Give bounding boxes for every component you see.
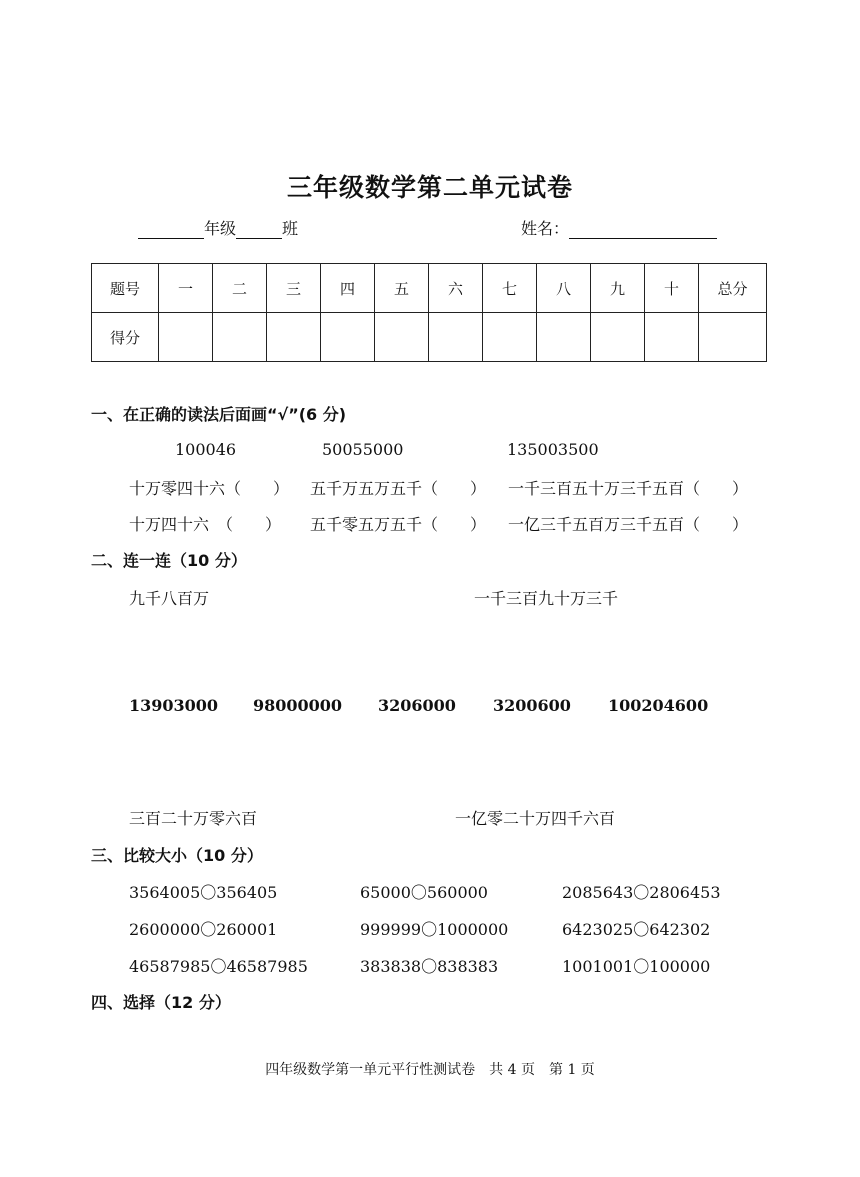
- reading-option: 五千零五万五千（ ）: [310, 515, 487, 534]
- score-cell: [375, 313, 429, 362]
- score-cell: [267, 313, 321, 362]
- class-label: 班: [282, 219, 299, 238]
- reading-option: 十万零四十六（ ）: [129, 479, 290, 498]
- score-header-cell: 七: [483, 264, 537, 313]
- name-label: 姓名：: [521, 219, 570, 238]
- reading-option: 一亿三千五百万三千五百（ ）: [508, 515, 749, 534]
- match-number: 3206000: [378, 696, 456, 715]
- score-table-header-row: [92, 264, 767, 313]
- score-table-score-row: [92, 313, 767, 362]
- compare-item: 6423025〇642302: [562, 920, 711, 939]
- section1-number: 100046: [175, 440, 237, 459]
- score-cell: [483, 313, 537, 362]
- score-header-cell: 九: [591, 264, 645, 313]
- section3-heading: 三、比较大小（10 分）: [91, 846, 263, 865]
- section1-number: 50055000: [322, 440, 404, 459]
- compare-item: 999999〇1000000: [360, 920, 509, 939]
- grade-blank: [138, 220, 204, 239]
- score-cell: [537, 313, 591, 362]
- section4-heading: 四、选择（12 分）: [91, 993, 231, 1012]
- score-cell: [591, 313, 645, 362]
- score-cell: [429, 313, 483, 362]
- score-header-cell: 三: [267, 264, 321, 313]
- score-header-cell: 十: [645, 264, 699, 313]
- grade-class-line: [138, 216, 298, 239]
- score-table: [91, 263, 767, 362]
- match-word-bottom: 一亿零二十万四千六百: [455, 809, 616, 828]
- score-cell: [213, 313, 267, 362]
- compare-item: 1001001〇100000: [562, 957, 711, 976]
- reading-option: 五千万五万五千（ ）: [310, 479, 487, 498]
- match-word-top: 九千八百万: [129, 589, 210, 608]
- compare-item: 3564005〇356405: [129, 883, 278, 902]
- score-cell: [699, 313, 767, 362]
- score-header-cell: 一: [159, 264, 213, 313]
- score-header-cell: 五: [375, 264, 429, 313]
- score-cell: [645, 313, 699, 362]
- name-line: [521, 216, 717, 239]
- class-blank: [236, 220, 282, 239]
- score-row-label: 得分: [92, 313, 159, 362]
- score-header-cell: 四: [321, 264, 375, 313]
- score-cell: [321, 313, 375, 362]
- score-header-cell: 六: [429, 264, 483, 313]
- reading-option: 一千三百五十万三千五百（ ）: [508, 479, 749, 498]
- match-number: 100204600: [608, 696, 709, 715]
- name-blank: [569, 220, 717, 239]
- score-header-cell: 二: [213, 264, 267, 313]
- score-cell: [159, 313, 213, 362]
- section2-heading: 二、连一连（10 分）: [91, 551, 247, 570]
- compare-item: 2600000〇260001: [129, 920, 278, 939]
- page-title: 三年级数学第二单元试卷: [286, 173, 573, 202]
- score-header-cell: 题号: [92, 264, 159, 313]
- reading-option: 十万四十六 （ ）: [129, 515, 282, 534]
- score-header-cell: 八: [537, 264, 591, 313]
- section1-heading: 一、在正确的读法后面画“√”(6 分): [91, 405, 347, 424]
- compare-item: 383838〇838383: [360, 957, 499, 976]
- match-word-top: 一千三百九十万三千: [474, 589, 619, 608]
- grade-label: 年级: [204, 219, 237, 238]
- compare-item: 2085643〇2806453: [562, 883, 721, 902]
- compare-item: 65000〇560000: [360, 883, 488, 902]
- match-number: 13903000: [129, 696, 219, 715]
- section1-number: 135003500: [507, 440, 599, 459]
- score-header-cell: 总分: [699, 264, 767, 313]
- match-word-bottom: 三百二十万零六百: [129, 809, 258, 828]
- match-number: 3200600: [493, 696, 571, 715]
- match-number: 98000000: [253, 696, 343, 715]
- page-footer: 四年级数学第一单元平行性测试卷 共 4 页 第 1 页: [265, 1062, 595, 1078]
- compare-item: 46587985〇46587985: [129, 957, 308, 976]
